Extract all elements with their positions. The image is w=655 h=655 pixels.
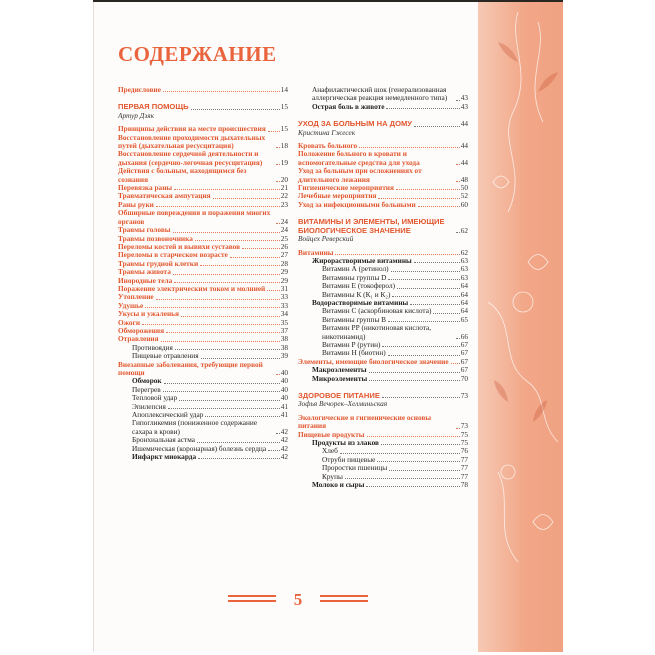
dot-leader (156, 206, 280, 207)
toc-page-number: 67 (460, 339, 468, 349)
toc-entry (298, 86, 468, 103)
spacer (298, 383, 468, 388)
toc-page-number: 62 (460, 247, 468, 257)
toc-page-number: 40 (280, 393, 288, 403)
toc-entry-title: Водорастворимые витамины (312, 297, 409, 307)
toc-entry-title: Пищевые отравления (132, 351, 199, 361)
toc-entry-title: Макроэлементы (312, 365, 367, 375)
toc-page-number: 42 (280, 452, 288, 462)
toc-entry (298, 167, 468, 184)
toc-page-number: 29 (280, 275, 288, 285)
toc-entry-title: Тепловой удар (132, 393, 178, 403)
toc-page-number: 14 (280, 85, 288, 94)
dot-leader (367, 436, 460, 437)
dot-leader (163, 91, 280, 92)
dot-leader (456, 338, 460, 339)
toc-entry-title: Восстановление сердечной деятельности и дыхания (сердечно-легочная ресусцитация) (118, 149, 263, 167)
toc-page-number: 33 (280, 292, 288, 302)
toc-entry-title: Микроэлементы (312, 373, 368, 383)
toc-page-number: 29 (280, 267, 288, 277)
dot-leader (213, 198, 280, 199)
toc-page-number: 67 (460, 365, 468, 375)
dot-leader (198, 458, 280, 459)
dot-leader (414, 126, 460, 127)
dot-leader (381, 444, 460, 445)
toc-entry-title: Витамин С (аскорбиновая кислота) (322, 306, 432, 316)
toc-entry (298, 375, 468, 383)
toc-page-number: 42 (280, 443, 288, 453)
toc-entry-title: Принципы действия на месте происшествия (118, 124, 266, 134)
floral-ornament-icon (478, 2, 563, 652)
toc-page-number: 20 (280, 174, 288, 184)
dot-leader (382, 346, 459, 347)
toc-page-number: 44 (460, 119, 468, 129)
toc-entry-title: УХОД ЗА БОЛЬНЫМ НА ДОМУ (298, 119, 413, 129)
toc-page-number: 21 (280, 183, 288, 193)
toc-page-number: 64 (460, 289, 468, 299)
dot-leader (164, 383, 280, 384)
footer-rule-right (320, 595, 368, 597)
toc-entry-title: Травмы головы (118, 225, 171, 235)
toc-entry (118, 86, 288, 94)
toc-entry-title: Острая боль в животе (312, 101, 385, 111)
dot-leader (173, 274, 280, 275)
toc-entry (298, 150, 468, 167)
dot-leader (456, 181, 460, 182)
dot-leader (377, 461, 459, 462)
toc-page-number: 73 (460, 391, 468, 400)
dot-leader (166, 332, 280, 333)
dot-leader (268, 450, 280, 451)
dot-leader (174, 282, 279, 283)
dot-leader (161, 341, 280, 342)
toc-page-number: 77 (460, 471, 468, 481)
dot-leader (414, 262, 460, 263)
toc-page-number: 22 (280, 191, 288, 201)
footer-rule-right (320, 600, 368, 602)
toc-entry-title: Витамины (298, 247, 334, 257)
toc-page-number: 63 (460, 255, 468, 265)
toc-entry-title: Ишемическая (коронарная) болезнь сердца (132, 443, 267, 453)
dot-leader (340, 453, 460, 454)
toc-entry-title: Эпилепсия (132, 401, 166, 411)
toc-entry-title: Гипогликемия (пониженное содержание сахара в крови) (132, 418, 258, 436)
toc-entry (118, 419, 288, 436)
dot-leader (195, 240, 280, 241)
toc-entry-title: Витамин А (ретинол) (322, 264, 389, 274)
dot-leader (451, 363, 460, 364)
toc-page-number: 76 (460, 446, 468, 456)
dot-leader (391, 271, 460, 272)
dot-leader (389, 470, 460, 471)
toc-section-heading (298, 218, 468, 235)
toc-entry-title: Укусы и ужаленья (118, 309, 179, 319)
toc-page-number: 38 (280, 334, 288, 344)
toc-entry-title: Жирорастворимые витамины (312, 255, 412, 265)
toc-entry-title: ВИТАМИНЫ И ЭЛЕМЕНТЫ, ИМЕЮЩИЕ БИОЛОГИЧЕСКОЕ ЗНАЧЕНИЕ (298, 217, 445, 235)
dot-leader (410, 304, 459, 305)
section-author: Кристина Гжесек (298, 127, 356, 137)
toc-page-number: 52 (460, 191, 468, 201)
toc-entry-title: Травмы грудной клетки (118, 258, 199, 268)
toc-right-column (298, 86, 468, 489)
toc-page-number: 26 (280, 241, 288, 251)
dot-leader (388, 355, 460, 356)
dot-leader (433, 313, 459, 314)
dot-leader (366, 486, 459, 487)
toc-page-number: 33 (280, 300, 288, 310)
toc-page-number: 77 (460, 463, 468, 473)
dot-leader (418, 206, 460, 207)
toc-entry (118, 150, 288, 167)
toc-entry-title: Крупы (322, 471, 343, 481)
toc-entry-title: Внезапные заболевания, требующие первой помощи (118, 359, 263, 377)
dot-leader (267, 290, 279, 291)
toc-entry-title: Лечебные мероприятия (298, 191, 377, 201)
toc-entry-title: Проростки пшеницы (322, 463, 388, 473)
dot-leader (388, 321, 460, 322)
toc-entry-title: Травмы позвоночника (118, 233, 193, 243)
toc-entry-title: Экологические и гигиенические основы питания (298, 412, 432, 431)
dot-leader (396, 189, 460, 190)
toc-page-number: 41 (280, 410, 288, 420)
toc-entry-title: Витамины группы D (322, 272, 387, 282)
dot-leader (369, 380, 460, 381)
toc-entry-title: Переломы в старческом возрасте (118, 250, 228, 260)
toc-entry-title: Бронхиальная астма (132, 435, 196, 445)
toc-entry-title: Анафилактический шок (генерализованная аллергическая реакция немедленного типа) (312, 85, 448, 103)
dot-leader (378, 198, 459, 199)
toc-entry-title: ПЕРВАЯ ПОМОЩЬ (118, 102, 189, 112)
section-author: Артур Дзяк (118, 110, 155, 120)
toc-entry-title: Восстановление проходимости дыхательных путей (дыхательная ресусцитация) (118, 132, 266, 151)
toc-entry-title: Действия с больным, находящимся без сознания (118, 166, 247, 184)
dot-leader (205, 416, 279, 417)
dot-leader (145, 307, 279, 308)
toc-page-number: 41 (280, 401, 288, 411)
toc-entry-title: Инородные тела (118, 275, 173, 285)
toc-page-number: 35 (280, 317, 288, 327)
toc-entry-title: Кровать больного (298, 141, 358, 151)
toc-entry-title: Витамины группы В (322, 314, 387, 324)
toc-page-number: 27 (280, 250, 288, 260)
toc-entry-title: Апоплексический удар (132, 410, 204, 420)
dot-leader (242, 248, 280, 249)
toc-entry-title: Инфаркт миокарда (132, 452, 197, 462)
decorative-floral-side-panel (478, 2, 563, 652)
footer-rule-left (228, 600, 276, 602)
dot-leader (276, 181, 280, 182)
dot-leader (173, 232, 280, 233)
toc-page-number: 66 (460, 331, 468, 341)
toc-page-number: 15 (280, 124, 288, 134)
toc-entry-title: Положение больного в кровати и вспомогательные средства для ухода (298, 149, 420, 167)
dot-leader (359, 147, 460, 148)
page-number: 5 (293, 590, 303, 609)
dot-leader (197, 442, 280, 443)
toc-page-number: 24 (280, 225, 288, 235)
dot-leader (175, 349, 280, 350)
spacer (298, 111, 468, 116)
toc-page-number: 73 (460, 421, 468, 431)
toc-left-column (118, 86, 288, 461)
toc-entry-title: Витамин Е (токоферол) (322, 281, 396, 291)
toc-page-number: 64 (460, 297, 468, 307)
toc-entry-title: Утопление (118, 292, 154, 302)
spacer (298, 209, 468, 214)
toc-page-number: 42 (280, 426, 288, 436)
toc-entry (298, 414, 468, 431)
toc-entry-title: Витамин Р (рутин) (322, 339, 381, 349)
section-author: Войцех Реверский (298, 234, 354, 244)
toc-entry-title: Гигиенические мероприятия (298, 183, 394, 193)
toc-entry-title: Витамин РР (никотиновая кислота, никотинамид) (322, 323, 432, 341)
toc-entry-title: Молоко и сыры (312, 480, 365, 490)
toc-page-number: 37 (280, 325, 288, 335)
toc-entry (118, 293, 288, 301)
dot-leader (156, 299, 280, 300)
toc-page-number: 34 (280, 309, 288, 319)
toc-page-number: 23 (280, 199, 288, 209)
toc-page-number: 48 (460, 174, 468, 184)
toc-page-number: 24 (280, 216, 288, 226)
toc-entry (298, 201, 468, 209)
dot-leader (345, 478, 460, 479)
toc-page-number: 44 (460, 141, 468, 151)
toc-entry (118, 167, 288, 184)
dot-leader (200, 265, 280, 266)
dot-leader (201, 358, 280, 359)
toc-entry-title: Продукты из злаков (312, 438, 379, 448)
toc-entry-title: Ожоги (118, 317, 141, 327)
toc-page-number: 60 (460, 199, 468, 209)
toc-page-number: 40 (280, 376, 288, 386)
toc-page-number: 40 (280, 384, 288, 394)
dot-leader (456, 164, 460, 165)
toc-entry-title: Противоядия (132, 342, 173, 352)
toc-entry (118, 310, 288, 318)
toc-page-number: 15 (280, 102, 288, 112)
toc-entry (118, 453, 288, 461)
toc-entry-title: Обморок (132, 376, 162, 386)
toc-page-number: 75 (460, 429, 468, 439)
dot-leader (174, 189, 280, 190)
toc-page-number: 42 (280, 435, 288, 445)
dot-leader (335, 254, 459, 255)
toc-page-number: 77 (460, 454, 468, 464)
dot-leader (386, 108, 459, 109)
dot-leader (179, 400, 280, 401)
toc-entry-title: Уход за инфекционными больными (298, 199, 416, 209)
dot-leader (397, 288, 460, 289)
toc-entry-title: Предисловие (118, 85, 161, 94)
toc-page-number: 62 (460, 225, 468, 235)
toc-entry (298, 324, 468, 341)
toc-entry-title: Перегрев (132, 384, 161, 394)
toc-entry-title: Уход за больным при осложнениях от длительного лежания (298, 166, 422, 184)
toc-page-number: 19 (280, 157, 288, 167)
toc-entry-title: Удушье (118, 300, 144, 310)
toc-page-number: 63 (460, 272, 468, 282)
toc-entry (298, 481, 468, 489)
toc-entry (118, 134, 288, 151)
toc-entry (298, 103, 468, 111)
toc-page-number: 31 (280, 283, 288, 293)
toc-entry-title: Поражение электрическим током и молнией (118, 283, 266, 293)
spacer (118, 94, 288, 99)
footer-rule-left (228, 595, 276, 597)
dot-leader (392, 296, 459, 297)
toc-page-number: 28 (280, 258, 288, 268)
toc-page-number: 70 (460, 373, 468, 383)
dot-leader (163, 391, 280, 392)
dot-leader (276, 374, 280, 375)
toc-page-number: 50 (460, 183, 468, 193)
dot-leader (456, 100, 460, 101)
toc-entry-title: Отруби пищевые (322, 454, 376, 464)
toc-entry-title: Переломы костей и вывихи суставов (118, 241, 241, 251)
toc-page-number: 25 (280, 233, 288, 243)
dot-leader (181, 316, 280, 317)
dot-leader (276, 147, 280, 148)
toc-page-number: 44 (460, 157, 468, 167)
dot-leader (369, 372, 460, 373)
page-footer (0, 590, 655, 614)
toc-page-number: 43 (460, 93, 468, 103)
toc-page-number: 18 (280, 141, 288, 151)
toc-entry-title: Обморожения (118, 325, 165, 335)
dot-leader (276, 433, 280, 434)
page-title: СОДЕРЖАНИЕ (118, 42, 277, 66)
toc-page-number: 64 (460, 306, 468, 316)
dot-leader (382, 397, 460, 398)
toc-page-number: 78 (460, 480, 468, 490)
toc-page-number: 63 (460, 264, 468, 274)
toc-page-number: 67 (460, 348, 468, 358)
toc-page-number: 43 (460, 101, 468, 111)
toc-page-number: 40 (280, 368, 288, 377)
dot-leader (142, 324, 280, 325)
toc-entry-title: Витамины К (К₁ и К₂) (322, 289, 391, 299)
toc-entry-title: Травматическая ампутация (118, 191, 211, 201)
dot-leader (276, 164, 280, 165)
toc-entry-title: ЗДОРОВОЕ ПИТАНИЕ (298, 391, 380, 400)
toc-entry-title: Раны руки (118, 199, 154, 209)
toc-page-number: 38 (280, 342, 288, 352)
dot-leader (268, 131, 280, 132)
toc-entry (118, 209, 288, 226)
toc-page-number: 64 (460, 281, 468, 291)
toc-entry-title: Витамин Н (биотин) (322, 348, 386, 358)
toc-entry-title: Травмы живота (118, 267, 171, 277)
dot-leader (230, 257, 280, 258)
toc-entry-title: Отравления (118, 334, 159, 344)
toc-entry (118, 361, 288, 378)
dot-leader (456, 428, 460, 429)
toc-page-number: 65 (460, 314, 468, 324)
dot-leader (276, 223, 280, 224)
toc-entry-title: Обширные повреждения и поражения многих органов (118, 208, 271, 226)
dot-leader (388, 279, 459, 280)
toc-entry-title: Пищевые продукты (298, 429, 365, 439)
toc-page-number: 67 (460, 356, 468, 366)
dot-leader (168, 408, 280, 409)
toc-entry-title: Хлеб (322, 446, 338, 456)
toc-entry-title: Перевязка раны (118, 183, 173, 193)
section-author: Зофья Вечорек–Хелминьская (298, 399, 388, 409)
toc-page-number: 39 (280, 351, 288, 361)
dot-leader (456, 232, 460, 233)
dot-leader (191, 109, 280, 110)
toc-entry-title: Элементы, имеющие биологическое значение (298, 356, 449, 366)
toc-page-number: 75 (460, 438, 468, 448)
